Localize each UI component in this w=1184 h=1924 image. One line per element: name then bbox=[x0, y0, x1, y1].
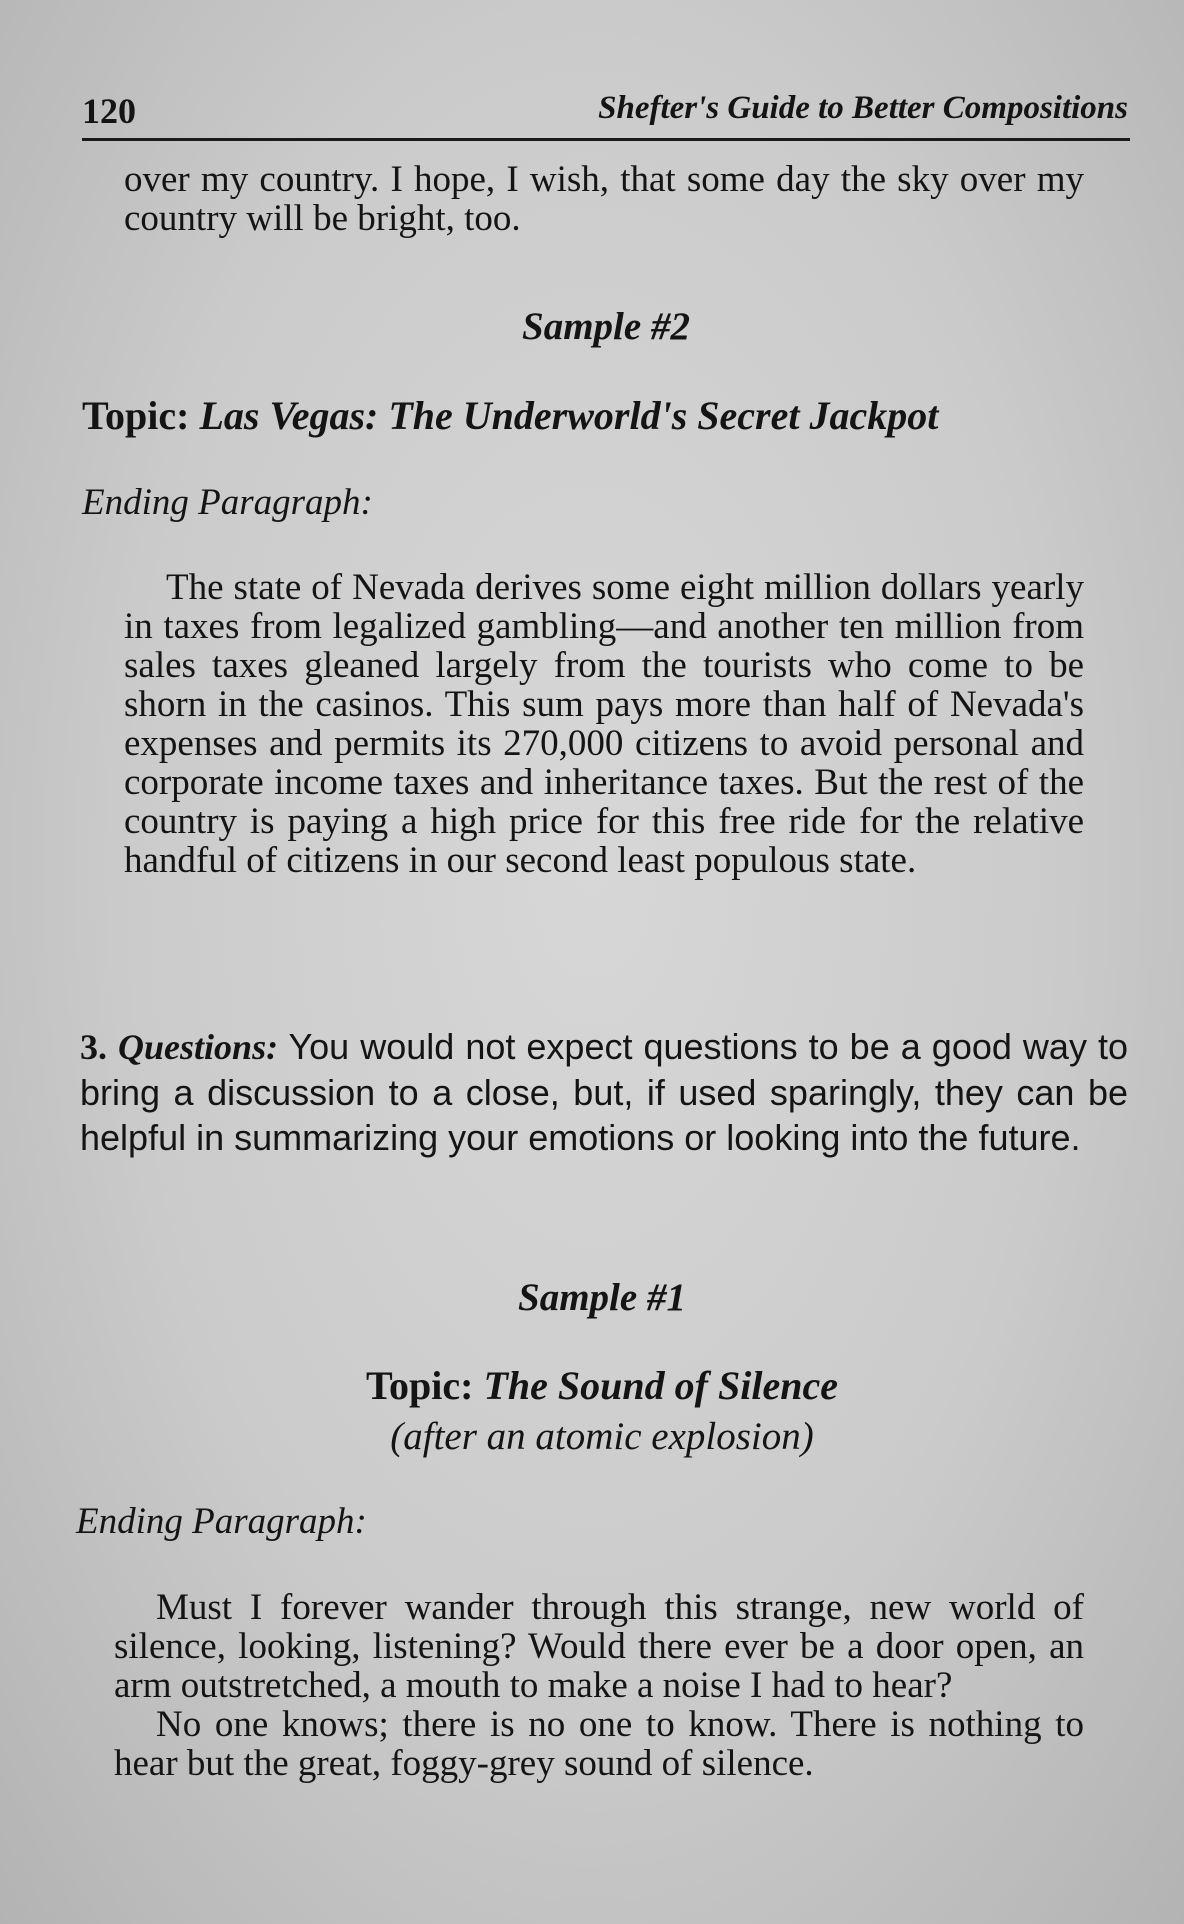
section-3-questions bbox=[80, 1024, 1128, 1160]
section-text: You would not expect questions to be a good way to bring a discussion to a close, but, if used sparingly, they can be helpful in summarizing your emotions or looking into the future. bbox=[80, 1026, 1128, 1158]
sample-1-topic-subtitle: (after an atomic explosion) bbox=[390, 1415, 814, 1458]
sample-1-paragraph-2: No one knows; there is no one to know. There is nothing to hear but the great, foggy-grey sound of silence. bbox=[114, 1704, 1084, 1784]
sample-1-ending-label: Ending Paragraph: bbox=[76, 1501, 367, 1542]
page-number: 120 bbox=[82, 91, 136, 131]
sample-2-paragraph bbox=[124, 568, 1084, 880]
sample-2-topic bbox=[82, 392, 1142, 439]
section-term: Questions: bbox=[118, 1027, 279, 1067]
section-number: 3. bbox=[80, 1027, 107, 1067]
running-title: Shefter's Guide to Better Compositions bbox=[598, 90, 1128, 126]
continuation-paragraph bbox=[124, 160, 1084, 238]
sample-2-paragraph-text: The state of Nevada derives some eight million dollars yearly in taxes from legalized gambling—and another ten million from sales taxes gleaned largely from the tourists who come to be shorn in the casinos. This sum pays more than half of Nevada's expenses and permits its 270,000 citizens to avoid personal and corporate income taxes and inheritance taxes. But the rest of the country is paying a high price for this free ride for the relative handful of citizens in our second least populous state. bbox=[124, 567, 1084, 881]
continuation-text: over my country. I hope, I wish, that some day the sky over my country will be bright, too. bbox=[124, 159, 1084, 239]
topic-label: Topic: bbox=[366, 1363, 474, 1408]
topic-title: Las Vegas: The Underworld's Secret Jackpot bbox=[199, 393, 939, 438]
sample-1-topic bbox=[82, 1362, 1122, 1409]
topic-label: Topic: bbox=[82, 393, 190, 438]
sample-1-heading: Sample #1 bbox=[518, 1276, 686, 1319]
sample-1-paragraphs bbox=[114, 1588, 1084, 1783]
sample-2-heading: Sample #2 bbox=[522, 305, 690, 348]
sample-2-ending-label: Ending Paragraph: bbox=[82, 482, 373, 523]
sample-1-paragraph-1: Must I forever wander through this strange, new world of silence, looking, listening? Would there ever be a door open, an arm outstretched, a mouth to make a noise I had to hear? bbox=[114, 1587, 1084, 1706]
topic-title: The Sound of Silence bbox=[483, 1363, 838, 1408]
running-header bbox=[82, 88, 1130, 141]
